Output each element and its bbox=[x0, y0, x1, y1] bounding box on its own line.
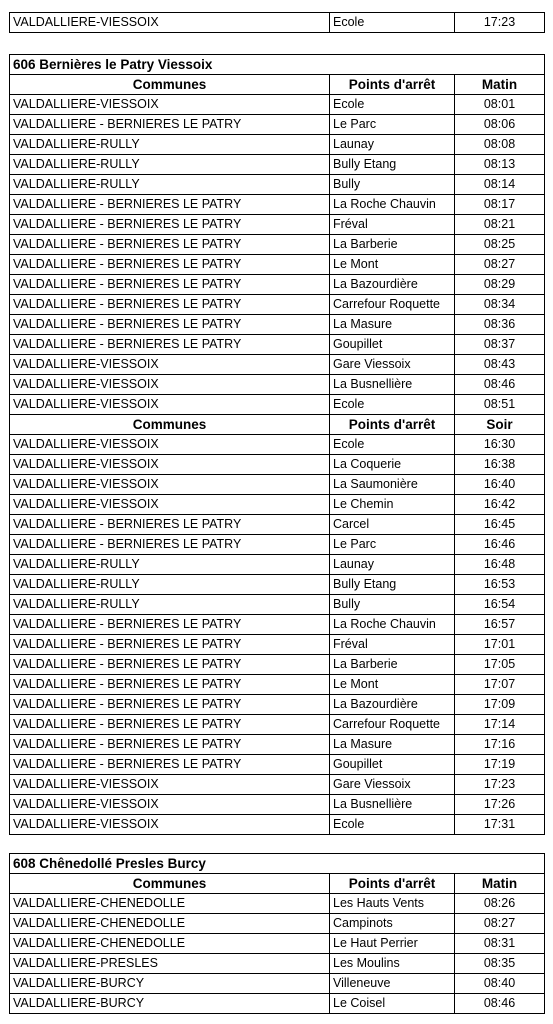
commune-cell: VALDALLIERE - BERNIERES LE PATRY bbox=[10, 675, 330, 695]
stop-cell: Launay bbox=[330, 555, 455, 575]
table-row bbox=[10, 95, 545, 115]
table-row bbox=[10, 555, 545, 575]
commune-cell: VALDALLIERE-CHENEDOLLE bbox=[10, 934, 330, 954]
previous-line-table bbox=[9, 12, 545, 33]
commune-cell: VALDALLIERE - BERNIERES LE PATRY bbox=[10, 195, 330, 215]
stop-cell: Carrefour Roquette bbox=[330, 295, 455, 315]
time-cell: 17:23 bbox=[455, 775, 545, 795]
table-row bbox=[10, 515, 545, 535]
time-cell: 17:19 bbox=[455, 755, 545, 775]
commune-cell: VALDALLIERE-VIESSOIX bbox=[10, 375, 330, 395]
time-cell: 17:16 bbox=[455, 735, 545, 755]
time-cell: 08:51 bbox=[455, 395, 545, 415]
time-cell: 16:53 bbox=[455, 575, 545, 595]
table-row bbox=[10, 775, 545, 795]
time-cell: 08:17 bbox=[455, 195, 545, 215]
table-row bbox=[10, 535, 545, 555]
stop-cell: Villeneuve bbox=[330, 974, 455, 994]
stop-cell: Ecole bbox=[330, 815, 455, 835]
table-row bbox=[10, 275, 545, 295]
table-row bbox=[10, 635, 545, 655]
time-cell: 08:35 bbox=[455, 954, 545, 974]
time-header: Matin bbox=[455, 75, 545, 95]
commune-cell: VALDALLIERE - BERNIERES LE PATRY bbox=[10, 215, 330, 235]
line-title-row bbox=[10, 854, 545, 874]
commune-cell: VALDALLIERE-VIESSOIX bbox=[10, 355, 330, 375]
table-row bbox=[10, 435, 545, 455]
line-title-row bbox=[10, 55, 545, 75]
commune-cell: VALDALLIERE - BERNIERES LE PATRY bbox=[10, 755, 330, 775]
stop-cell: Ecole bbox=[330, 95, 455, 115]
table-row bbox=[10, 255, 545, 275]
commune-cell: VALDALLIERE-VIESSOIX bbox=[10, 815, 330, 835]
time-cell: 08:34 bbox=[455, 295, 545, 315]
stop-cell: Gare Viessoix bbox=[330, 775, 455, 795]
stop-cell: La Barberie bbox=[330, 235, 455, 255]
table-row bbox=[10, 715, 545, 735]
table-row bbox=[10, 295, 545, 315]
table-row bbox=[10, 475, 545, 495]
commune-cell: VALDALLIERE-VIESSOIX bbox=[10, 775, 330, 795]
stop-cell: La Busnellière bbox=[330, 795, 455, 815]
stop-cell: La Saumonière bbox=[330, 475, 455, 495]
table-row bbox=[10, 135, 545, 155]
time-cell: 08:01 bbox=[455, 95, 545, 115]
table-row bbox=[10, 914, 545, 934]
time-cell: 16:40 bbox=[455, 475, 545, 495]
table-row bbox=[10, 595, 545, 615]
time-cell: 08:27 bbox=[455, 914, 545, 934]
stop-cell: Le Chemin bbox=[330, 495, 455, 515]
commune-cell: VALDALLIERE - BERNIERES LE PATRY bbox=[10, 715, 330, 735]
time-cell: 08:08 bbox=[455, 135, 545, 155]
time-cell: 16:42 bbox=[455, 495, 545, 515]
time-cell: 08:37 bbox=[455, 335, 545, 355]
commune-cell: VALDALLIERE-BURCY bbox=[10, 974, 330, 994]
commune-cell: VALDALLIERE-RULLY bbox=[10, 135, 330, 155]
table-row bbox=[10, 934, 545, 954]
time-cell: 17:23 bbox=[455, 13, 545, 33]
table-row bbox=[10, 894, 545, 914]
time-cell: 16:57 bbox=[455, 615, 545, 635]
time-cell: 08:40 bbox=[455, 974, 545, 994]
table-row bbox=[10, 795, 545, 815]
stop-cell: Les Moulins bbox=[330, 954, 455, 974]
time-cell: 16:48 bbox=[455, 555, 545, 575]
stop-cell: Goupillet bbox=[330, 335, 455, 355]
commune-cell: VALDALLIERE-VIESSOIX bbox=[10, 495, 330, 515]
time-cell: 16:46 bbox=[455, 535, 545, 555]
commune-cell: VALDALLIERE-VIESSOIX bbox=[10, 795, 330, 815]
time-cell: 16:54 bbox=[455, 595, 545, 615]
table-row bbox=[10, 195, 545, 215]
stop-cell: Ecole bbox=[330, 435, 455, 455]
commune-cell: VALDALLIERE-VIESSOIX bbox=[10, 455, 330, 475]
time-header: Matin bbox=[455, 874, 545, 894]
stop-cell: Ecole bbox=[330, 395, 455, 415]
table-row bbox=[10, 115, 545, 135]
commune-cell: VALDALLIERE - BERNIERES LE PATRY bbox=[10, 295, 330, 315]
commune-cell: VALDALLIERE-CHENEDOLLE bbox=[10, 914, 330, 934]
stop-cell: La Barberie bbox=[330, 655, 455, 675]
stop-cell: Bully Etang bbox=[330, 155, 455, 175]
table-row bbox=[10, 235, 545, 255]
stop-cell: Fréval bbox=[330, 635, 455, 655]
table-row bbox=[10, 974, 545, 994]
commune-cell: VALDALLIERE-VIESSOIX bbox=[10, 435, 330, 455]
stop-cell: Fréval bbox=[330, 215, 455, 235]
commune-cell: VALDALLIERE - BERNIERES LE PATRY bbox=[10, 335, 330, 355]
time-cell: 17:09 bbox=[455, 695, 545, 715]
table-row bbox=[10, 375, 545, 395]
stop-cell: Gare Viessoix bbox=[330, 355, 455, 375]
stops-header: Points d'arrêt bbox=[330, 75, 455, 95]
commune-cell: VALDALLIERE - BERNIERES LE PATRY bbox=[10, 695, 330, 715]
line-606-table bbox=[9, 54, 545, 835]
time-cell: 16:45 bbox=[455, 515, 545, 535]
stop-cell: Goupillet bbox=[330, 755, 455, 775]
table-row bbox=[10, 155, 545, 175]
time-cell: 17:14 bbox=[455, 715, 545, 735]
time-cell: 17:01 bbox=[455, 635, 545, 655]
table-row bbox=[10, 215, 545, 235]
time-cell: 17:26 bbox=[455, 795, 545, 815]
time-cell: 08:14 bbox=[455, 175, 545, 195]
table-row bbox=[10, 335, 545, 355]
commune-cell: VALDALLIERE - BERNIERES LE PATRY bbox=[10, 515, 330, 535]
commune-cell: VALDALLIERE-PRESLES bbox=[10, 954, 330, 974]
stop-cell: Le Coisel bbox=[330, 994, 455, 1014]
stop-cell: La Bazourdière bbox=[330, 275, 455, 295]
commune-cell: VALDALLIERE-RULLY bbox=[10, 555, 330, 575]
commune-cell: VALDALLIERE-RULLY bbox=[10, 595, 330, 615]
table-row bbox=[10, 735, 545, 755]
commune-cell: VALDALLIERE-RULLY bbox=[10, 575, 330, 595]
stop-cell: Carcel bbox=[330, 515, 455, 535]
commune-cell: VALDALLIERE - BERNIERES LE PATRY bbox=[10, 115, 330, 135]
time-cell: 17:05 bbox=[455, 655, 545, 675]
table-row bbox=[10, 675, 545, 695]
time-cell: 16:38 bbox=[455, 455, 545, 475]
table-row bbox=[10, 455, 545, 475]
stop-cell: Bully bbox=[330, 175, 455, 195]
line-title: 606 Bernières le Patry Viessoix bbox=[10, 55, 545, 75]
commune-cell: VALDALLIERE - BERNIERES LE PATRY bbox=[10, 235, 330, 255]
line-title: 608 Chênedollé Presles Burcy bbox=[10, 854, 545, 874]
stops-header: Points d'arrêt bbox=[330, 874, 455, 894]
commune-cell: VALDALLIERE - BERNIERES LE PATRY bbox=[10, 655, 330, 675]
commune-cell: VALDALLIERE-VIESSOIX bbox=[10, 395, 330, 415]
commune-cell: VALDALLIERE - BERNIERES LE PATRY bbox=[10, 735, 330, 755]
stop-cell: Le Parc bbox=[330, 115, 455, 135]
commune-cell: VALDALLIERE-RULLY bbox=[10, 155, 330, 175]
stop-cell: Ecole bbox=[330, 13, 455, 33]
stop-cell: La Masure bbox=[330, 735, 455, 755]
time-header: Soir bbox=[455, 415, 545, 435]
commune-cell: VALDALLIERE - BERNIERES LE PATRY bbox=[10, 275, 330, 295]
table-row bbox=[10, 815, 545, 835]
commune-cell: VALDALLIERE-BURCY bbox=[10, 994, 330, 1014]
stop-cell: La Bazourdière bbox=[330, 695, 455, 715]
table-row bbox=[10, 315, 545, 335]
stop-cell: Bully bbox=[330, 595, 455, 615]
table-row bbox=[10, 355, 545, 375]
stop-cell: La Busnellière bbox=[330, 375, 455, 395]
header-row bbox=[10, 415, 545, 435]
time-cell: 08:27 bbox=[455, 255, 545, 275]
table-row bbox=[10, 954, 545, 974]
time-cell: 08:43 bbox=[455, 355, 545, 375]
stop-cell: Le Mont bbox=[330, 255, 455, 275]
commune-cell: VALDALLIERE-CHENEDOLLE bbox=[10, 894, 330, 914]
time-cell: 08:29 bbox=[455, 275, 545, 295]
commune-cell: VALDALLIERE-VIESSOIX bbox=[10, 13, 330, 33]
table-row bbox=[10, 994, 545, 1014]
time-cell: 08:13 bbox=[455, 155, 545, 175]
time-cell: 08:06 bbox=[455, 115, 545, 135]
line-608-table bbox=[9, 853, 545, 1014]
stop-cell: La Roche Chauvin bbox=[330, 195, 455, 215]
time-cell: 17:31 bbox=[455, 815, 545, 835]
stop-cell: Le Haut Perrier bbox=[330, 934, 455, 954]
time-cell: 08:36 bbox=[455, 315, 545, 335]
table-row bbox=[10, 395, 545, 415]
header-row bbox=[10, 75, 545, 95]
communes-header: Communes bbox=[10, 75, 330, 95]
commune-cell: VALDALLIERE-RULLY bbox=[10, 175, 330, 195]
communes-header: Communes bbox=[10, 415, 330, 435]
stop-cell: La Coquerie bbox=[330, 455, 455, 475]
table-row bbox=[10, 615, 545, 635]
table-row bbox=[10, 13, 545, 33]
stop-cell: Le Parc bbox=[330, 535, 455, 555]
commune-cell: VALDALLIERE - BERNIERES LE PATRY bbox=[10, 535, 330, 555]
commune-cell: VALDALLIERE - BERNIERES LE PATRY bbox=[10, 635, 330, 655]
table-row bbox=[10, 655, 545, 675]
time-cell: 08:25 bbox=[455, 235, 545, 255]
commune-cell: VALDALLIERE-VIESSOIX bbox=[10, 475, 330, 495]
time-cell: 08:21 bbox=[455, 215, 545, 235]
stops-header: Points d'arrêt bbox=[330, 415, 455, 435]
stop-cell: Bully Etang bbox=[330, 575, 455, 595]
time-cell: 16:30 bbox=[455, 435, 545, 455]
header-row bbox=[10, 874, 545, 894]
time-cell: 08:26 bbox=[455, 894, 545, 914]
time-cell: 08:31 bbox=[455, 934, 545, 954]
stop-cell: Le Mont bbox=[330, 675, 455, 695]
stop-cell: Carrefour Roquette bbox=[330, 715, 455, 735]
table-row bbox=[10, 495, 545, 515]
commune-cell: VALDALLIERE-VIESSOIX bbox=[10, 95, 330, 115]
commune-cell: VALDALLIERE - BERNIERES LE PATRY bbox=[10, 615, 330, 635]
stop-cell: Les Hauts Vents bbox=[330, 894, 455, 914]
stop-cell: La Roche Chauvin bbox=[330, 615, 455, 635]
communes-header: Communes bbox=[10, 874, 330, 894]
stop-cell: Launay bbox=[330, 135, 455, 155]
stop-cell: La Masure bbox=[330, 315, 455, 335]
table-row bbox=[10, 575, 545, 595]
commune-cell: VALDALLIERE - BERNIERES LE PATRY bbox=[10, 255, 330, 275]
time-cell: 08:46 bbox=[455, 994, 545, 1014]
table-row bbox=[10, 695, 545, 715]
table-row bbox=[10, 175, 545, 195]
time-cell: 17:07 bbox=[455, 675, 545, 695]
stop-cell: Campinots bbox=[330, 914, 455, 934]
time-cell: 08:46 bbox=[455, 375, 545, 395]
table-row bbox=[10, 755, 545, 775]
commune-cell: VALDALLIERE - BERNIERES LE PATRY bbox=[10, 315, 330, 335]
